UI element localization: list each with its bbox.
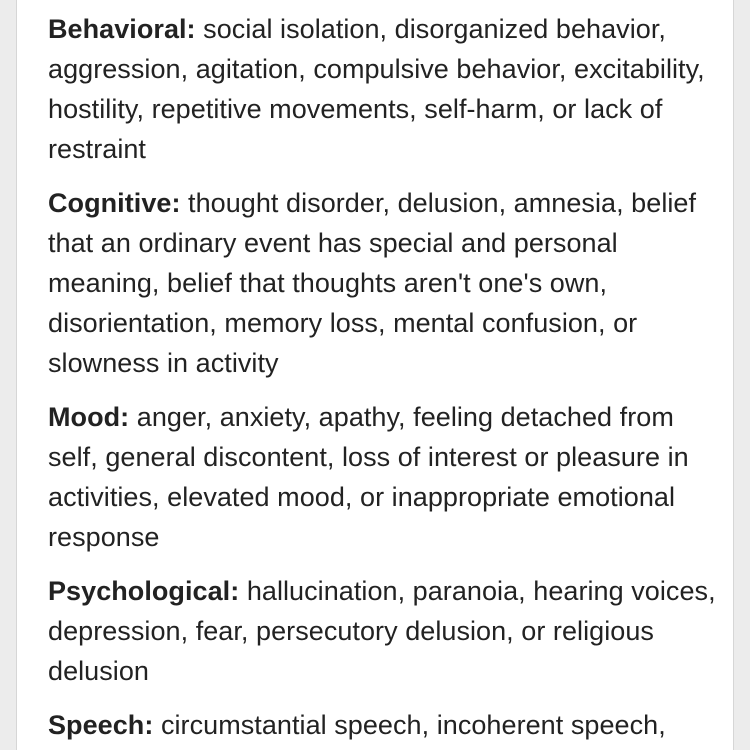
symptom-term-behavioral: Behavioral: xyxy=(48,14,196,44)
symptom-item-mood xyxy=(48,397,716,557)
symptom-text-cognitive: thought disorder, delusion, amnesia, belief that an ordinary event has special and personal meaning, belief that thoughts aren't one's own, disorientation, memory loss, mental confusion, or slowness in activity xyxy=(48,188,697,378)
symptom-item-behavioral xyxy=(48,9,716,169)
symptom-term-psychological: Psychological: xyxy=(48,576,240,606)
symptom-text-mood: anger, anxiety, apathy, feeling detached from self, general discontent, loss of interest or pleasure in activities, elevated mood, or inappropriate emotional response xyxy=(48,402,689,552)
symptom-list xyxy=(48,9,716,750)
symptom-term-cognitive: Cognitive: xyxy=(48,188,181,218)
symptom-text-speech: circumstantial speech, incoherent speech, xyxy=(153,710,666,740)
symptom-term-speech: Speech: xyxy=(48,710,154,740)
symptom-term-mood: Mood: xyxy=(48,402,130,432)
symptom-text-behavioral: social isolation, disorganized behavior, aggression, agitation, compulsive behavior, excitability, hostility, repetitive movements, self-harm, or lack of restraint xyxy=(48,14,705,164)
symptom-text-psychological: hallucination, paranoia, hearing voices, depression, fear, persecutory delusion, or religious delusion xyxy=(48,576,716,686)
symptom-item-psychological xyxy=(48,571,716,691)
symptom-card xyxy=(16,0,734,750)
symptom-item-cognitive xyxy=(48,183,716,383)
symptom-item-speech xyxy=(48,705,716,745)
